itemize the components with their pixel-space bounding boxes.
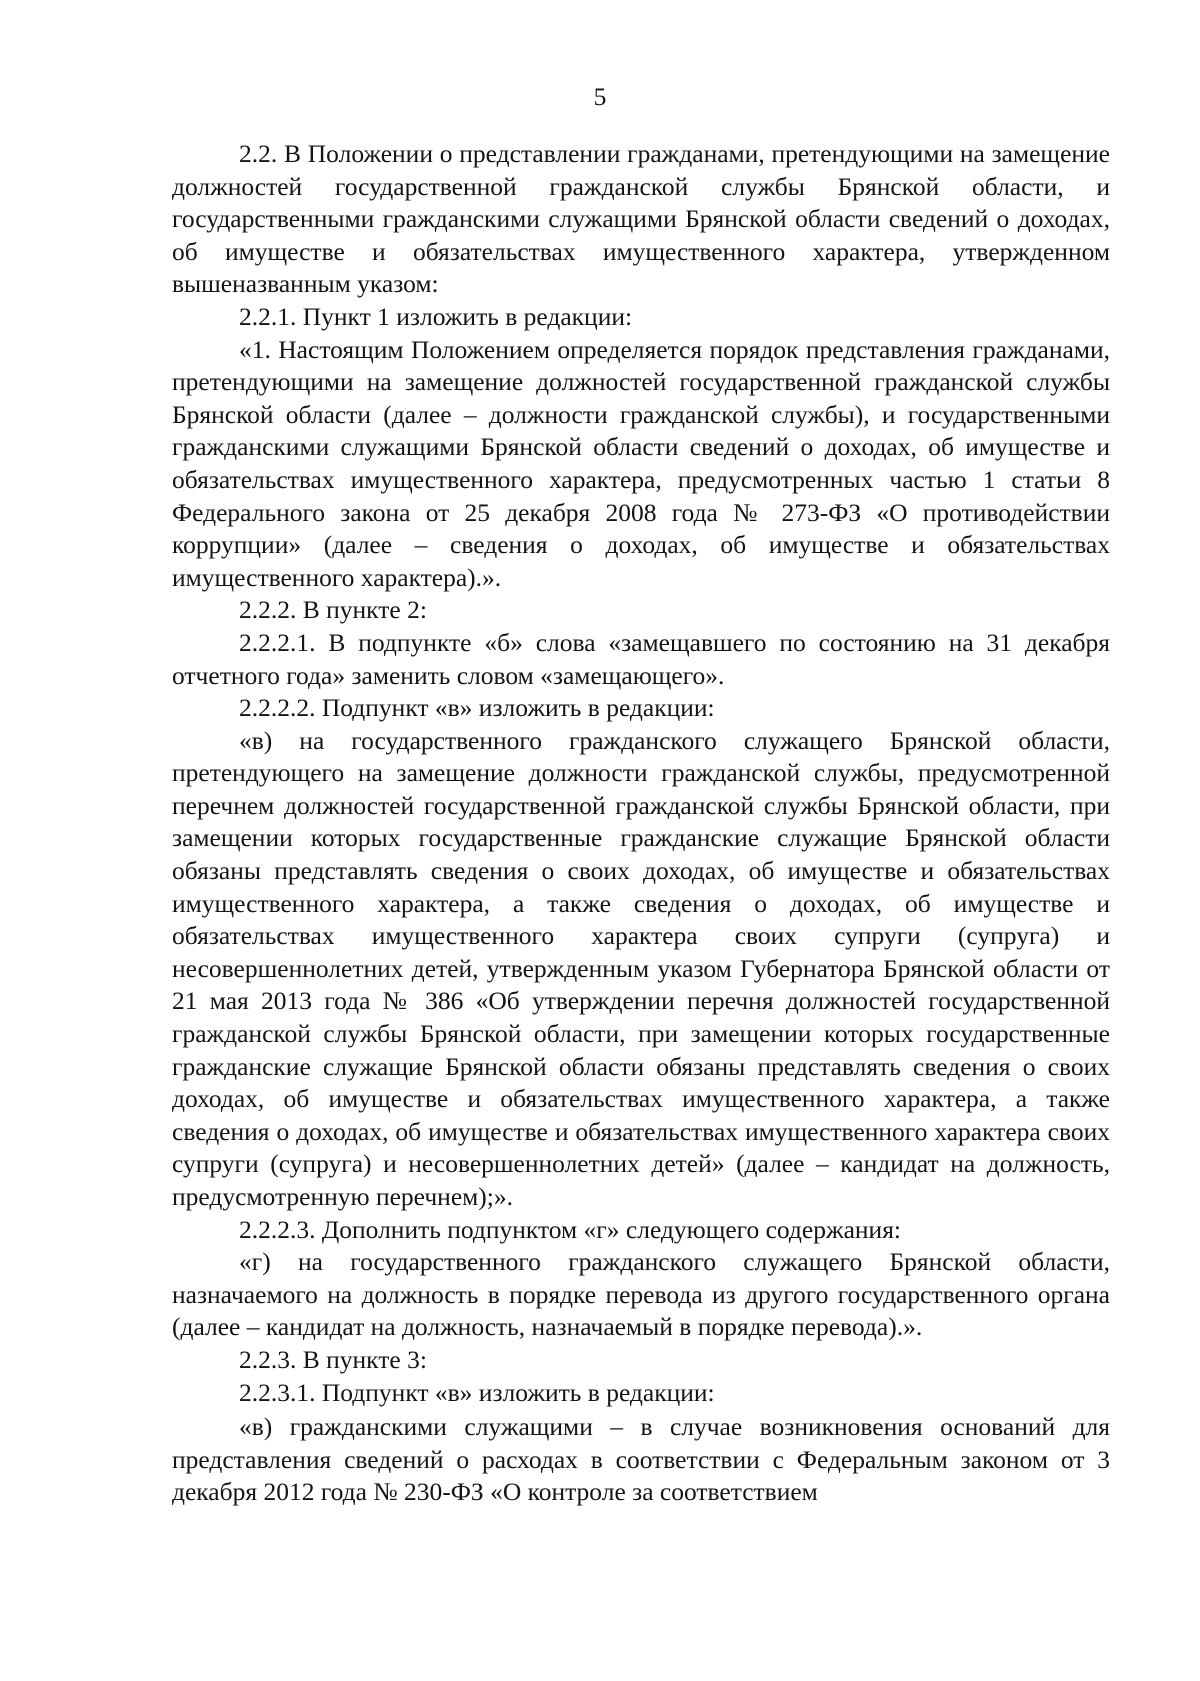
continued-text-lines-1-2: «в) гражданскими служащими – в случае возникновения оснований для представления сведений о расходах в соответствии с Федеральным bbox=[172, 1412, 1110, 1474]
paragraph-subpoint-v-continued bbox=[172, 1411, 1110, 1509]
paragraph-2-2-2-2: 2.2.2.2. Подпункт «в» изложить в редакции: bbox=[239, 693, 715, 723]
paragraph-2-2-3-1: 2.2.3.1. Подпункт «в» изложить в редакции: bbox=[239, 1377, 715, 1407]
paragraph-subpoint-g-text: «г) на государственного гражданского служащего Брянской области, назначаемого на должность в порядке перевода из другого государственного органа (далее – кандидат на должность, назначаемый в порядке перевода).». bbox=[172, 1247, 1110, 1342]
paragraph-2-2-3: 2.2.3. В пункте 3: bbox=[239, 1344, 427, 1374]
continued-text-line-3: законом от 3 декабря 2012 года № 230-ФЗ «О контроле за соответствием bbox=[172, 1444, 1111, 1507]
paragraph-2-2: 2.2. В Положении о представлении гражданами, претендующими на замещение должностей государственной гражданской службы Брянской области, и государственными гражданскими служащими Брянской области сведений о доходах, об имуществе и обязательствах имущественного характера, утвержденном вышеназванным указом: bbox=[172, 139, 1110, 299]
page-number: 5 bbox=[593, 82, 607, 111]
paragraph-2-2-2-3: 2.2.2.3. Дополнить подпунктом «г» следующего содержания: bbox=[239, 1214, 902, 1244]
document-body bbox=[172, 138, 1110, 1509]
paragraph-subpoint-v-text: «в) на государственного гражданского служащего Брянской области, претендующего на замещение должности гражданской службы, предусмотренной перечнем должностей государственной гражданской службы Брянской области, при замещении которых государственные гражданские служащие Брянской области обязаны представлять сведения о своих доходах, об имуществе и обязательствах имущественного характера, а также сведения о доходах, об имуществе и обязательствах имущественного характера своих супруги (супруга) и несовершеннолетних детей, утвержденным указом Губернатора Брянской области от 21 мая 2013 года № 386 «Об утверждении перечня должностей государственной гражданской службы Брянской области, при замещении которых государственные гражданские служащие Брянской области обязаны представлять сведения о своих доходах, об имуществе и обязательствах имущественного характера, а также сведения о доходах, об имуществе и обязательствах имущественного характера своих супруги (супруга) и несовершеннолетних детей» (далее – кандидат на должность, предусмотренную перечнем);». bbox=[172, 725, 1110, 1211]
paragraph-2-2-2-1: 2.2.2.1. В подпункте «б» слова «замещавшего по состоянию на 31 декабря отчетного года» заменить словом «замещающего». bbox=[172, 627, 1110, 690]
paragraph-point-1-text: «1. Настоящим Положением определяется порядок представления гражданами, претендующими на замещение должностей государственной гражданской службы Брянской области (далее – должности гражданской службы), и государственными гражданскими служащими Брянской области сведений о доходах, об имуществе и обязательствах имущественного характера, предусмотренных частью 1 статьи 8 Федерального закона от 25 декабря 2008 года № 273-ФЗ «О противодействии коррупции» (далее – сведения о доходах, об имуществе и обязательствах имущественного характера).». bbox=[172, 334, 1110, 592]
paragraph-2-2-2: 2.2.2. В пункте 2: bbox=[239, 595, 427, 625]
paragraph-2-2-1: 2.2.1. Пункт 1 изложить в редакции: bbox=[239, 301, 633, 331]
